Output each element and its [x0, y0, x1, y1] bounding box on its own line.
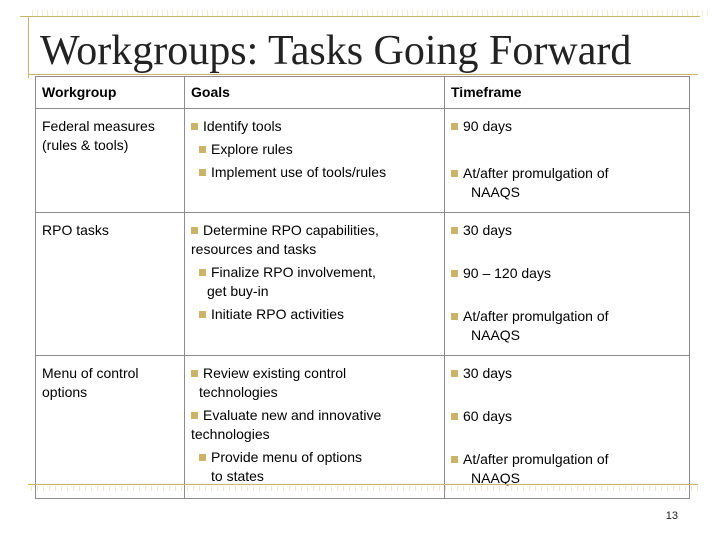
timeframe-item — [451, 307, 683, 345]
goal-text-continued: technologies — [191, 426, 270, 442]
workgroup-cell — [36, 356, 185, 499]
table-header-row — [36, 77, 690, 109]
goal-text: Implement use of tools/rules — [211, 164, 387, 180]
slide-title: Workgroups: Tasks Going Forward — [40, 28, 632, 74]
workgroup-line: options — [42, 384, 88, 400]
square-bullet-icon — [451, 227, 458, 234]
timeframe-item — [451, 450, 683, 488]
table-row — [36, 109, 690, 213]
workgroup-line: Federal measures — [42, 118, 155, 134]
square-bullet-icon — [451, 313, 458, 320]
goal-text-continued: technologies — [199, 384, 278, 400]
timeframe-text: 60 days — [463, 408, 513, 424]
table-row — [36, 213, 690, 356]
workgroup-line: (rules & tools) — [42, 137, 129, 153]
page-number: 13 — [665, 510, 678, 522]
timeframe-text: 90 – 120 days — [463, 265, 551, 281]
goal-item — [191, 448, 438, 486]
workgroup-cell — [36, 109, 185, 213]
workgroup-cell — [36, 213, 185, 356]
timeframe-item — [451, 221, 683, 240]
timeframe-text: At/after promulgation of — [463, 451, 609, 467]
goal-item — [191, 221, 438, 259]
header-goals: Goals — [185, 77, 445, 109]
timeframe-item — [451, 264, 683, 283]
square-bullet-icon — [191, 370, 198, 377]
table-row — [36, 356, 690, 499]
timeframe-text-continued: NAAQS — [471, 470, 521, 486]
goal-text: Explore rules — [211, 141, 293, 157]
header-timeframe: Timeframe — [445, 77, 690, 109]
timeframe-cell — [445, 213, 690, 356]
timeframe-text: 90 days — [463, 118, 513, 134]
header-workgroup: Workgroup — [36, 77, 185, 109]
square-bullet-icon — [199, 169, 206, 176]
goal-text: Determine RPO capabilities, — [203, 222, 379, 238]
timeframe-text-continued: NAAQS — [471, 327, 521, 343]
square-bullet-icon — [451, 370, 458, 377]
timeframe-text: 30 days — [463, 222, 513, 238]
goals-cell — [185, 109, 445, 213]
goal-item — [191, 163, 438, 182]
timeframe-item — [451, 407, 683, 426]
goal-text: Initiate RPO activities — [211, 306, 345, 322]
workgroup-line: Menu of control — [42, 365, 139, 381]
timeframe-item — [451, 117, 683, 136]
goal-text: Evaluate new and innovative — [203, 407, 382, 423]
decorative-top-line — [20, 16, 700, 17]
goal-text-continued: to states — [211, 468, 264, 484]
workgroup-line: RPO tasks — [42, 222, 109, 238]
timeframe-text-continued: NAAQS — [471, 184, 521, 200]
goal-text: Finalize RPO involvement, — [211, 264, 376, 280]
timeframe-text: At/after promulgation of — [463, 308, 609, 324]
goal-text-continued: get buy-in — [207, 283, 269, 299]
goal-item — [191, 263, 438, 301]
decorative-bottom-ticks — [28, 486, 698, 491]
timeframe-item — [451, 364, 683, 383]
timeframe-text: 30 days — [463, 365, 513, 381]
timeframe-item — [451, 164, 683, 202]
square-bullet-icon — [451, 413, 458, 420]
square-bullet-icon — [199, 311, 206, 318]
square-bullet-icon — [199, 146, 206, 153]
square-bullet-icon — [191, 412, 198, 419]
goals-cell — [185, 213, 445, 356]
goal-text-continued: resources and tasks — [191, 241, 317, 257]
square-bullet-icon — [191, 123, 198, 130]
square-bullet-icon — [451, 170, 458, 177]
square-bullet-icon — [451, 270, 458, 277]
goal-item — [191, 140, 438, 159]
goal-item — [191, 406, 438, 444]
square-bullet-icon — [451, 456, 458, 463]
square-bullet-icon — [199, 454, 206, 461]
goal-item — [191, 117, 438, 136]
square-bullet-icon — [451, 123, 458, 130]
timeframe-text: At/after promulgation of — [463, 165, 609, 181]
goal-text: Identify tools — [203, 118, 282, 134]
goal-item — [191, 305, 438, 324]
decorative-left-rule — [28, 16, 29, 78]
goals-cell — [185, 356, 445, 499]
timeframe-cell — [445, 356, 690, 499]
tasks-table — [35, 76, 690, 499]
goal-text: Provide menu of options — [211, 449, 362, 465]
timeframe-cell — [445, 109, 690, 213]
square-bullet-icon — [199, 269, 206, 276]
square-bullet-icon — [191, 227, 198, 234]
goal-text: Review existing control — [203, 365, 347, 381]
goal-item — [191, 364, 438, 402]
footer-rule — [28, 484, 698, 485]
title-underline — [28, 74, 698, 75]
